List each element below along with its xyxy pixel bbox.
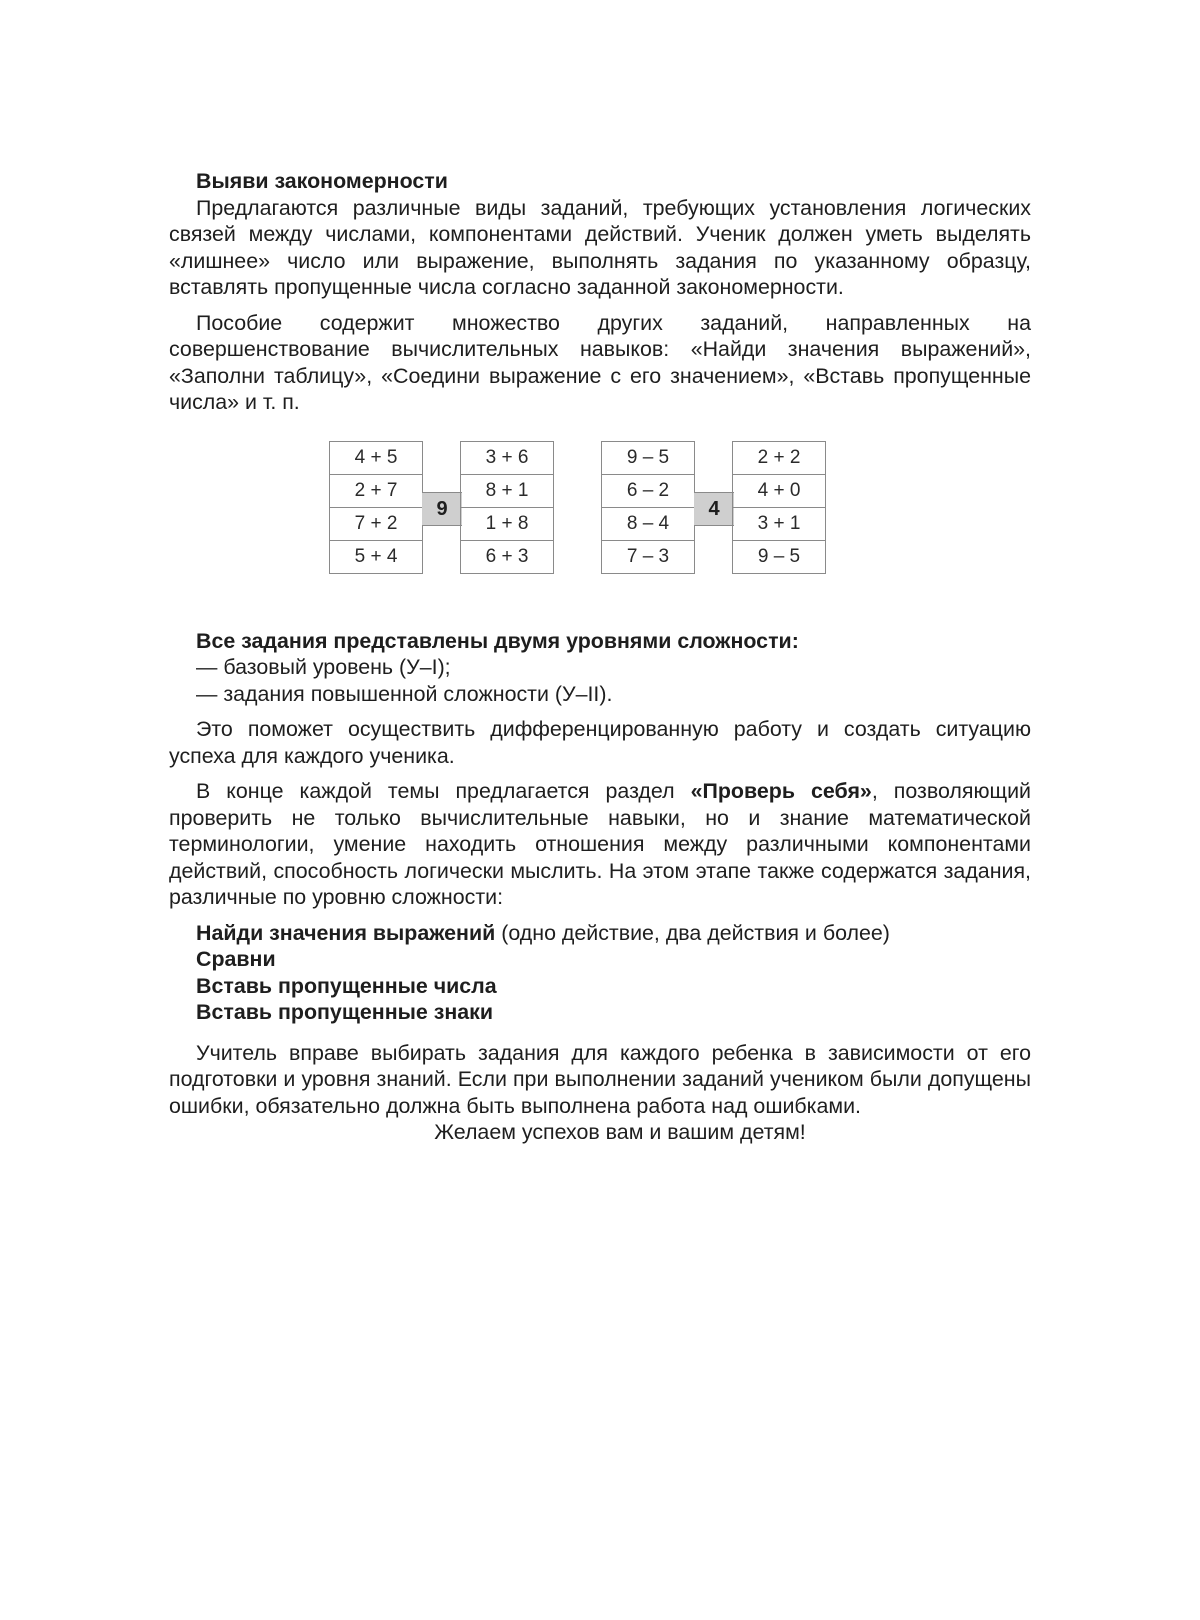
paragraph-teacher: Учитель вправе выбирать задания для каждого ребенка в зависимости от его подготовки и уровня знаний. Если при выполнении заданий учеником были допущены ошибки, обязательно должна быть выполнена работа над ошибками. bbox=[169, 1040, 1031, 1118]
expression-cell: 2 + 2 bbox=[733, 442, 825, 475]
expression-cell: 7 + 2 bbox=[330, 508, 422, 541]
page-content bbox=[169, 168, 1031, 1146]
paragraph-check-yourself bbox=[169, 778, 1031, 911]
expression-cell: 2 + 7 bbox=[330, 475, 422, 508]
expression-cell: 4 + 0 bbox=[733, 475, 825, 508]
closing-wish: Желаем успехов вам и вашим детям! bbox=[434, 1120, 806, 1144]
matching-figure bbox=[169, 441, 1031, 605]
group-a-left-column bbox=[329, 441, 423, 574]
section-name-check-yourself: «Проверь себя» bbox=[690, 779, 872, 803]
paragraph-text: , позволяющий проверить не только вычислительные навыки, но и знание математической терминологии, умение находить отношения между различными компонентами действий, способность логически мыслить. На этом этапе также содержатся задания, различные по уровню сложности: bbox=[169, 779, 1031, 909]
expression-cell: 6 – 2 bbox=[602, 475, 694, 508]
task-insert-signs: Вставь пропущенные знаки bbox=[196, 1000, 494, 1024]
section-title-levels: Все задания представлены двумя уровнями сложности: bbox=[196, 628, 799, 653]
group-a-right-column bbox=[460, 441, 554, 574]
paragraph-text: В конце каждой темы предлагается раздел bbox=[196, 779, 691, 803]
group-b-left-column bbox=[601, 441, 695, 574]
task-note: (одно действие, два действия и более) bbox=[495, 920, 890, 945]
expression-cell: 4 + 5 bbox=[330, 442, 422, 475]
expression-cell: 5 + 4 bbox=[354, 545, 398, 567]
expression-cell: 6 + 3 bbox=[485, 545, 529, 567]
expression-cell: 1 + 8 bbox=[461, 508, 553, 541]
expression-cell: 7 – 3 bbox=[626, 545, 670, 567]
expression-cell: 9 – 5 bbox=[757, 545, 801, 567]
section-title-patterns: Выяви закономерности bbox=[196, 169, 448, 193]
task-title: Найди значения выражений bbox=[196, 920, 496, 945]
task-find-values bbox=[196, 920, 1031, 947]
task-insert-numbers: Вставь пропущенные числа bbox=[196, 973, 497, 998]
expression-cell: 3 + 6 bbox=[461, 442, 553, 475]
group-a-value-box: 9 bbox=[422, 492, 462, 526]
expression-cell: 3 + 1 bbox=[733, 508, 825, 541]
group-b-value-box: 4 bbox=[694, 492, 734, 526]
level-item-basic: — базовый уровень (У–I); bbox=[196, 655, 451, 679]
paragraph-other-tasks: Пособие содержит множество других заданий, направленных на совершенствование вычислительных навыков: «Найди значения выражений», «Заполни таблицу», «Соедини выражение с его значением», «Вставь пропущенные числа» и т. п. bbox=[169, 310, 1031, 414]
paragraph-differentiation: Это поможет осуществить дифференцированную работу и создать ситуацию успеха для каждого ученика. bbox=[169, 717, 1031, 768]
expression-cell: 8 – 4 bbox=[602, 508, 694, 541]
group-b-right-column bbox=[732, 441, 826, 574]
paragraph-patterns: Предлагаются различные виды заданий, требующих установления логических связей между числами, компонентами действий. Ученик должен уметь выделять «лишнее» число или выражение, выполнять задания по указанному образцу, вставлять пропущенные числа согласно заданной закономерности. bbox=[169, 195, 1031, 299]
expression-cell: 9 – 5 bbox=[602, 442, 694, 475]
level-item-advanced: — задания повышенной сложности (У–II). bbox=[196, 681, 613, 706]
task-compare: Сравни bbox=[196, 947, 276, 971]
expression-cell: 8 + 1 bbox=[461, 475, 553, 508]
